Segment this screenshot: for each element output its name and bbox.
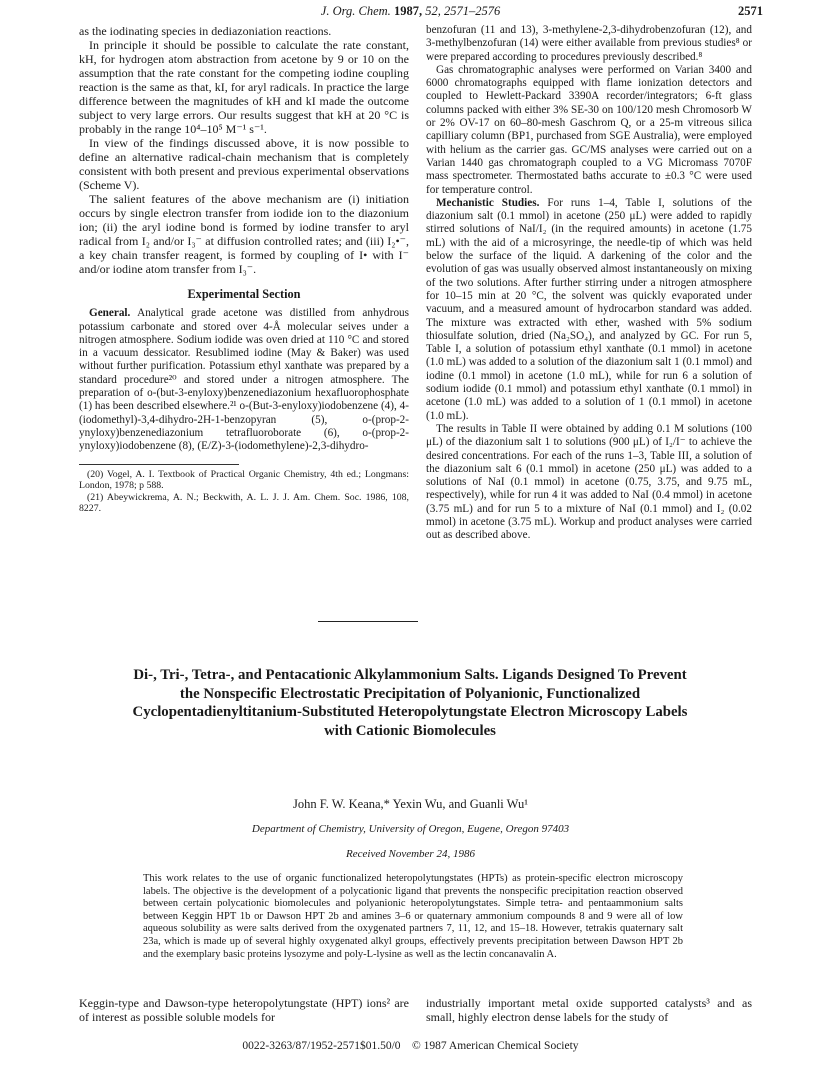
paragraph: In view of the findings discussed above, it is now possible to define an alternative radical-chain mechanism that is completely consistent with both present and previous experimental observations (Scheme V). — [79, 136, 409, 192]
intro-right-column — [426, 996, 752, 1024]
journal-volume: 52, — [425, 4, 441, 18]
journal-year: 1987, — [393, 4, 423, 18]
runin-heading: Mechanistic Studies. — [436, 196, 540, 209]
paragraph: as the iodinating species in dediazoniation reactions. — [79, 24, 332, 38]
paragraph: The results in Table II were obtained by adding 0.1 M solutions (100 μL) of the diazonium salt 1 to solutions (900 μL) of I₂/I⁻ to achieve the desired concentrations. For each of the runs 1–3, Table III, a solution of the diazonium salt 6 (0.1 mmol) in acetone (250 μL) was added to a solutions of NaI (0.1 mmol) in acetone (0.75, 3.75, and 9.75 mL, respectively), while for run 4 it was added to NaI (0.4 mmol) in acetone (3.75 mL) and for run 5 to a mixture of NaI (0.1 mmol) and I₂ (0.02 mmol) in acetone (3.75 mL). Workup and product analyses were carried out as described above. — [426, 422, 752, 542]
paragraph-text: Analytical grade acetone was distilled from anhydrous potassium carbonate and stored over 4-Å molecular seives under a nitrogen atmosphere. Sodium iodide was oven dried at 110 °C and stored in a vacuum dessicator. Resublimed iodine (May & Baker) was used without further purification. Potassium ethyl xanthate was prepared by a standard procedure²⁰ and stored under a nitrogen atmosphere. The preparation of o-(but-3-enyloxy)benzenediazonium hexafluorophosphate (1) has been described elsewhere.²¹ o-(But-3-enyloxy)iodobenzene (4), 4-(iodomethyl)-3,4-dihydro-2H-1-benzopyran (5), o-(prop-2-ynyloxy)benzenediazonium tetrafluoroborate (6), o-(prop-2-ynyloxy)iodobenzene (8), (E/Z)-3-(iodomethylene)-2,3-dihydro- — [79, 307, 409, 453]
paragraph: benzofuran (11 and 13), 3-methylene-2,3-dihydrobenzofuran (12), and 3-methylbenzofuran (14) were either available from previous studies⁸ or were prepared according to procedures previously described.⁸ — [426, 24, 752, 63]
author-list: John F. W. Keana,* Yexin Wu, and Guanli Wu¹ — [293, 797, 528, 811]
article-title: Di-, Tri-, Tetra-, and Pentacationic Alkylammonium Salts. Ligands Designed To Prevent the Nonspecific Electrostatic Precipitation of Polyanionic, Functionalized Cyclopentadienyltitanium-Substituted Heteropolytungstate Electron Microscopy Labels with Cationic Biomolecules — [132, 667, 688, 739]
journal-pages: 2571–2576 — [443, 4, 501, 18]
running-header — [0, 4, 821, 19]
page-footer — [0, 1040, 821, 1052]
article-separator — [318, 621, 418, 622]
copyright: © 1987 American Chemical Society — [412, 1040, 579, 1052]
intro-left-column — [79, 996, 409, 1024]
paragraph-text: For runs 1–4, Table I, solutions of the diazonium salt (0.1 mmol) in acetone (250 μL) were added to rapidly stirred solutions of NaI/I₂ (in the required amounts) in acetone (1.75 mL) with the aid of a microsyringe, the needle-tip of which was held below the surface of the liquid. A darkening of the color and the evolution of gas was usually observed almost instantaneously on mixing of the two solutions. After further stirring under a nitrogen atmosphere for 10–15 min at 20 °C, the solvent was quickly evaporated under vacuum, and a measured amount of hydrocarbon standard was added. The mixture was extracted with ether, washed with 5% sodium thiosulfate solution, dried (Na₂SO₄), and analyzed by GC. For run 5, Table I, a solution of potassium ethyl xanthate (0.1 mmol) in acetone (1.0 mL) was added to a solution of the diazonium salt 1 (0.1 mmol) and iodine (0.1 mmol) in acetone (1.0 mL), while for run 6 a solution of sodium iodide (0.1 mmol) and potassium ethyl xanthate (0.1 mmol) in acetone (1.0 mL) was added to a solution of 1 (0.1 mmol) in acetone (1.0 mL). — [426, 196, 753, 422]
affiliation: Department of Chemistry, University of Oregon, Eugene, Oregon 97403 — [251, 823, 570, 835]
article-code: 0022-3263/87/1952-2571$01.50/0 — [242, 1040, 401, 1052]
section-heading: Experimental Section — [187, 287, 301, 301]
footnote: (20) Vogel, A. I. Textbook of Practical Organic Chemistry, 4th ed.; Longmans: London, 1978; p 588. — [79, 468, 409, 492]
received-date: Received November 24, 1986 — [346, 848, 475, 860]
intro-text: industrially important metal oxide supported catalysts³ and as small, highly electron dense labels for the study of — [426, 996, 752, 1024]
abstract-text: This work relates to the use of organic functionalized heteropolytungstates (HPTs) as protein-specific electron microscopy labels. The objective is the development of a polycationic ligand that prevents the nonspecific precipitation reaction observed between certain polycationic biomolecules and polyanionic heteropolytungstates. Simple tetra- and pentaammonium salts between Keggin HPT 1b or Dawson HPT 2b and amines 3–6 or quaternary ammonium compounds 8 and 9 were all of low aqueous solubility as were salts derived from the oxygenated partners 7, 11, 12, and 15–18. However, tetrakis quaternary salt 23a, which is made up of several highly oxygenated alkyl groups, effectively prevents precipitation between Dawson HPT 2b and the exemplary basic proteins lysozyme and poly-L-lysine as well as the lectin concanavalin A. — [143, 873, 683, 960]
runin-heading: General. — [89, 307, 131, 320]
footnotes — [79, 469, 409, 515]
journal-name: J. Org. Chem. — [320, 4, 391, 18]
abstract — [143, 873, 683, 961]
intro-text: Keggin-type and Dawson-type heteropolytungstate (HPT) ions² are of interest as possible soluble models for — [79, 996, 409, 1024]
footnote-divider — [79, 464, 239, 465]
left-column — [79, 24, 409, 515]
paragraph: In principle it should be possible to calculate the rate constant, kH, for hydrogen atom abstraction from acetone by 9 or 10 on the assumption that the rate constant for the competing iodine coupling reaction is the same as that, kI, for aryl radicals. In practice the large difference between the magnitudes of kH and kI made the outcome subject to very large errors. Our results suggest that kH at 20 °C is probably in the range 10⁴–10⁵ M⁻¹ s⁻¹. — [79, 38, 409, 136]
paragraph: The salient features of the above mechanism are (i) initiation occurs by single electron transfer from iodide ion to the diazonium ion; (ii) the aryl iodine bond is formed by iodine transfer to aryl radical from I₂ and/or I₃⁻ at diffusion controlled rates; and (iii) I₂•⁻, a key chain transfer reagent, is formed by coupling of I• with I⁻ and/or iodine atom transfer from I₃⁻. — [79, 192, 409, 276]
right-column — [426, 24, 752, 543]
page-number: 2571 — [738, 4, 763, 18]
mechanistic-studies — [426, 197, 752, 423]
experimental-general — [79, 307, 409, 453]
paragraph: Gas chromatographic analyses were performed on Varian 3400 and 6000 chromatographs equipped with flame ionization detectors and coupled to Hewlett-Packard 3390A recorder/integrators; 6-ft glass columns packed with either 3% SE-30 on 100/120 mesh Chromosorb W or 2% OV-17 on 60–80-mesh Gaschrom Q, or a 25-m vitreous silica capilliary column (BP1, purchased from SGE Australia), were employed with helium as the carrier gas. GC/MS analyses were carried out on a Varian 1440 gas chromatograph coupled to a VG Micromass 7070F mass spectrometer. Thermostated baths accurate to ±0.3 °C were used for temperature control. — [426, 63, 752, 196]
footnote: (21) Abeywickrema, A. N.; Beckwith, A. L. J. J. Am. Chem. Soc. 1986, 108, 8227. — [79, 491, 409, 515]
